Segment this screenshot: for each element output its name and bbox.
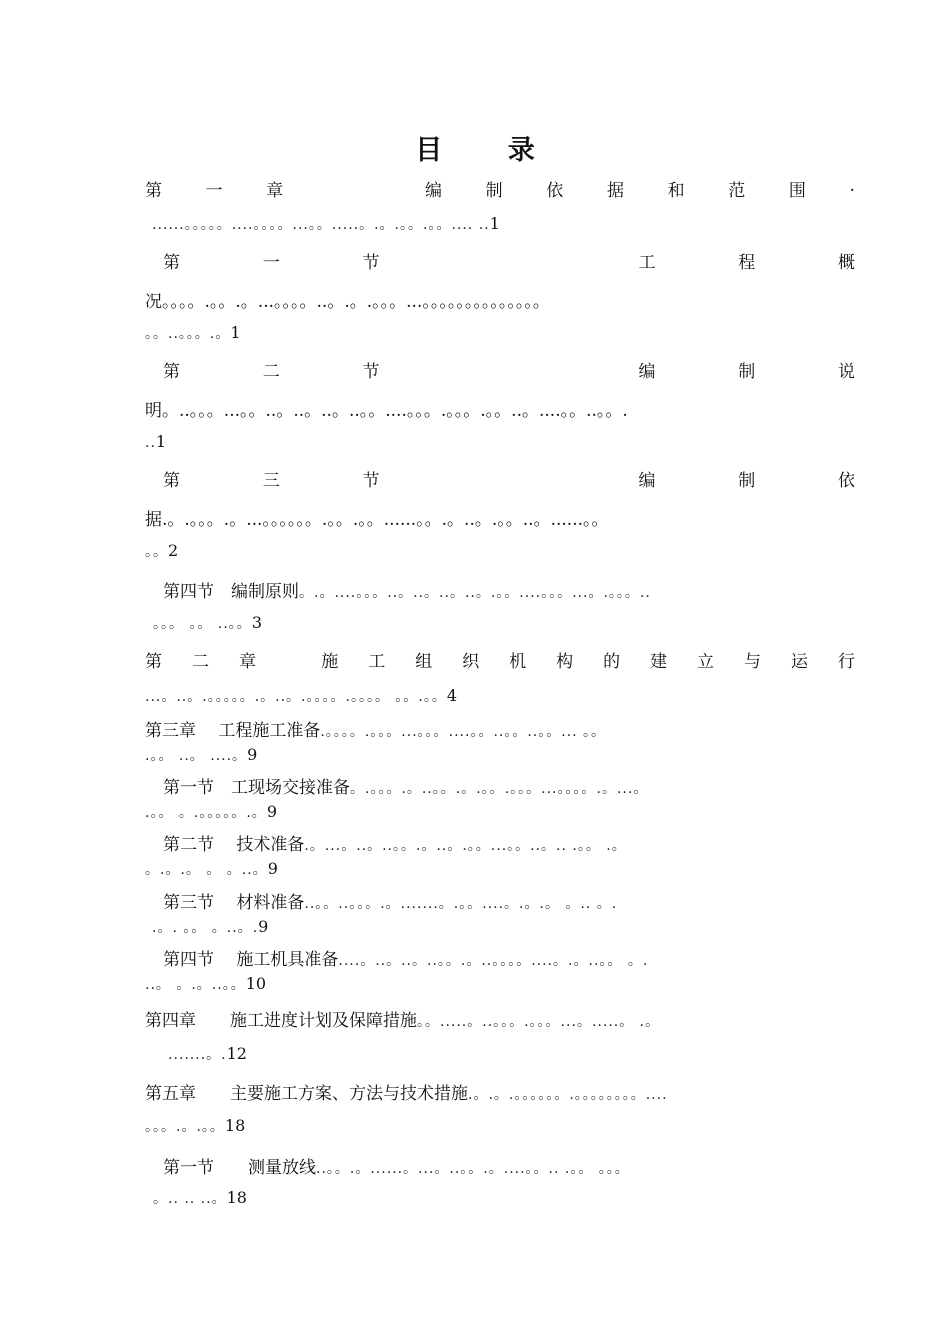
toc-char: 运	[790, 652, 808, 672]
page-number: 3	[251, 613, 262, 632]
toc-section-3-1-leader	[145, 802, 855, 822]
toc-chapter-5-leader	[145, 1116, 855, 1136]
dot-leader: .。.。.。。。。。。.。。。。。。。。....	[468, 1087, 668, 1103]
toc-char: 制	[738, 471, 756, 491]
toc-char: 第	[163, 253, 180, 273]
toc-char: 工	[368, 652, 386, 672]
page-number: 1	[230, 323, 241, 342]
toc-section-1-2-cont	[145, 396, 855, 421]
toc-text: 第四节 编制原则	[163, 582, 299, 602]
toc-text: 明。..。。。...。。..。..。..。..。。....。。。.。。。.。。..。....。。..。。.	[145, 401, 628, 421]
page-number: 18	[226, 1188, 247, 1207]
toc-char: 机	[509, 652, 527, 672]
toc-section-3-2-leader	[145, 859, 855, 879]
dot-leader: .。。。。.。。。...。。。....。。..。。..。。... 。。	[320, 724, 607, 740]
toc-char	[462, 248, 467, 273]
page-title: 目 录	[415, 135, 563, 166]
toc-char: 章	[238, 652, 256, 672]
toc-char: 编	[425, 181, 443, 201]
toc-char: 织	[462, 652, 480, 672]
toc-char: 编	[638, 471, 656, 491]
dot-leader: ..。 。.。..。。	[145, 977, 246, 993]
toc-section-5-1[interactable]	[163, 1153, 855, 1178]
toc-chapter-1-leader	[152, 214, 862, 234]
dot-leader: .。。 ..。 ....。	[145, 748, 248, 764]
dot-leader: 。。。.。.。。	[145, 1119, 225, 1135]
page-number: 1	[489, 214, 500, 233]
toc-section-5-1-leader	[153, 1188, 863, 1208]
toc-char: 程	[738, 253, 756, 273]
toc-char: 二	[191, 652, 209, 672]
dot-leader: 。.。....。。。..。..。..。..。.。。....。。。...。.。。。..	[299, 585, 651, 601]
page-number: 18	[224, 1116, 246, 1135]
toc-char: 一	[205, 181, 223, 201]
toc-char: 说	[837, 362, 855, 382]
toc-char: 编	[638, 362, 656, 382]
toc-text: 第四节 施工机具准备	[163, 950, 339, 970]
toc-text: 第一节 测量放线	[163, 1158, 316, 1178]
toc-char	[462, 466, 467, 491]
toc-section-3-4[interactable]	[163, 945, 855, 970]
page-number: 1	[155, 432, 167, 451]
page-number: 2	[168, 541, 179, 560]
toc-char: 章	[266, 181, 284, 201]
dot-leader: .。...。..。..。。.。..。.。。...。。..。.. .。。 .。	[304, 838, 627, 854]
dot-leader: .......。.	[168, 1047, 227, 1063]
toc-char: 行	[837, 652, 855, 672]
toc-section-1-3[interactable]	[163, 466, 855, 491]
toc-section-1-4[interactable]	[163, 577, 855, 602]
dot-leader: ....。..。..。..。。.。..。。。。....。.。..。。 。.	[338, 953, 649, 969]
dot-leader: ...。..。.。。。。。.。..。.。。。。.。。。。 。。.。。	[145, 689, 447, 705]
toc-section-1-1[interactable]	[163, 248, 855, 273]
toc-char: 第	[145, 652, 162, 672]
toc-char: 和	[667, 181, 685, 201]
toc-char: 一	[262, 253, 280, 273]
toc-text: 第四章 施工进度计划及保障措施	[145, 1011, 417, 1031]
toc-char: 的	[603, 652, 621, 672]
dot-leader: 。。..。。。.。	[145, 326, 231, 342]
toc-char: 组	[415, 652, 433, 672]
dot-leader: 。。。 。。 ..。。	[153, 616, 252, 632]
toc-char: .	[849, 176, 855, 196]
toc-char: 制	[738, 362, 756, 382]
toc-chapter-2[interactable]	[145, 647, 855, 672]
toc-char	[550, 466, 555, 491]
page-number: 9	[266, 802, 277, 821]
toc-chapter-3-leader	[145, 745, 855, 765]
toc-char	[462, 357, 467, 382]
page-number: 9	[267, 859, 278, 878]
dot-leader: .。。 。.。。。。。.。	[145, 805, 267, 821]
toc-section-1-3-cont	[145, 505, 855, 530]
page-number: 10	[245, 974, 267, 993]
toc-text: 第五章 主要施工方案、方法与技术措施	[145, 1084, 468, 1104]
toc-char: 围	[788, 181, 806, 201]
toc-text: 况。。。。.。。.。...。。。。..。.。.。。。...。。。。。。。。。。。。。。	[145, 292, 550, 312]
toc-char: 依	[837, 471, 855, 491]
toc-section-3-3-leader	[152, 917, 862, 937]
toc-section-3-1[interactable]	[163, 773, 855, 798]
toc-char: 工	[638, 253, 656, 273]
toc-chapter-5[interactable]	[145, 1079, 855, 1104]
dot-leader: 。.。.。 。 。..。	[145, 862, 268, 878]
toc-char: 节	[362, 471, 380, 491]
page-number: 9	[258, 917, 269, 936]
page-number: 4	[446, 686, 458, 705]
toc-section-1-1-cont	[145, 287, 855, 312]
toc-char: 节	[362, 253, 380, 273]
toc-char	[550, 248, 555, 273]
toc-char: 施	[321, 652, 339, 672]
dot-leader: 。.. .. ..。	[153, 1191, 227, 1207]
toc-char: 第	[145, 181, 162, 201]
toc-char: 二	[262, 362, 280, 382]
toc-section-1-2-leader	[145, 432, 855, 452]
toc-section-1-1-leader	[145, 323, 855, 343]
toc-text: 第三章 工程施工准备	[145, 721, 321, 741]
page-number: 9	[247, 745, 258, 764]
dot-leader: ......。。。。。....。。。。...。。.....。.。.。。.。。.... ..	[152, 217, 490, 233]
toc-char: 据	[606, 181, 624, 201]
toc-char: 第	[163, 362, 180, 382]
toc-char: 范	[728, 181, 746, 201]
toc-text: 据.。.。。。.。...。。。。。。.。。.。。......。。.。..。.。。..。......。。	[145, 510, 609, 530]
toc-char: 建	[650, 652, 668, 672]
toc-text: 第一节 工现场交接准备	[163, 778, 350, 798]
dot-leader: 。。.....。..。。。.。。。...。.....。 .。	[417, 1014, 661, 1030]
toc-chapter-4-leader	[168, 1044, 878, 1064]
toc-char: 与	[744, 652, 761, 672]
toc-char	[286, 647, 291, 672]
toc-chapter-2-leader	[145, 686, 855, 706]
toc-section-3-2[interactable]	[163, 830, 855, 855]
page-number: 12	[226, 1044, 247, 1063]
toc-text: 第三节 材料准备	[163, 893, 305, 913]
toc-text: 第二节 技术准备	[163, 835, 305, 855]
toc-section-3-4-leader	[145, 974, 855, 994]
toc-char: 第	[163, 471, 180, 491]
dot-leader: 。。	[145, 544, 168, 560]
toc-chapter-3[interactable]	[145, 716, 855, 741]
toc-section-1-2[interactable]	[163, 357, 855, 382]
toc-char: 节	[362, 362, 380, 382]
toc-char: 三	[262, 471, 280, 491]
toc-char	[376, 176, 381, 201]
toc-section-1-4-leader	[153, 613, 863, 633]
dot-leader: .。. 。。 。..。.	[152, 920, 259, 936]
toc-char: 制	[485, 181, 503, 201]
toc-section-1-3-leader	[145, 541, 855, 561]
toc-chapter-4[interactable]	[145, 1006, 855, 1031]
dot-leader: ..。。..。。。.。.......。.。。....。.。.。 。.. 。.	[304, 896, 618, 912]
toc-char: 立	[697, 652, 715, 672]
dot-leader: ..。。.。......。...。..。。.。....。。.. .。。 。。。	[316, 1161, 630, 1177]
dot-leader: ..	[145, 435, 156, 451]
toc-chapter-1[interactable]	[145, 176, 855, 201]
toc-char: 依	[546, 181, 564, 201]
toc-section-3-3[interactable]	[163, 888, 855, 913]
dot-leader: 。.。。。.。..。。.。.。。.。。。...。。。。.。...。	[350, 781, 649, 797]
toc-char	[327, 176, 332, 201]
toc-char: 构	[556, 652, 574, 672]
toc-char	[550, 357, 555, 382]
toc-char: 概	[837, 253, 855, 273]
